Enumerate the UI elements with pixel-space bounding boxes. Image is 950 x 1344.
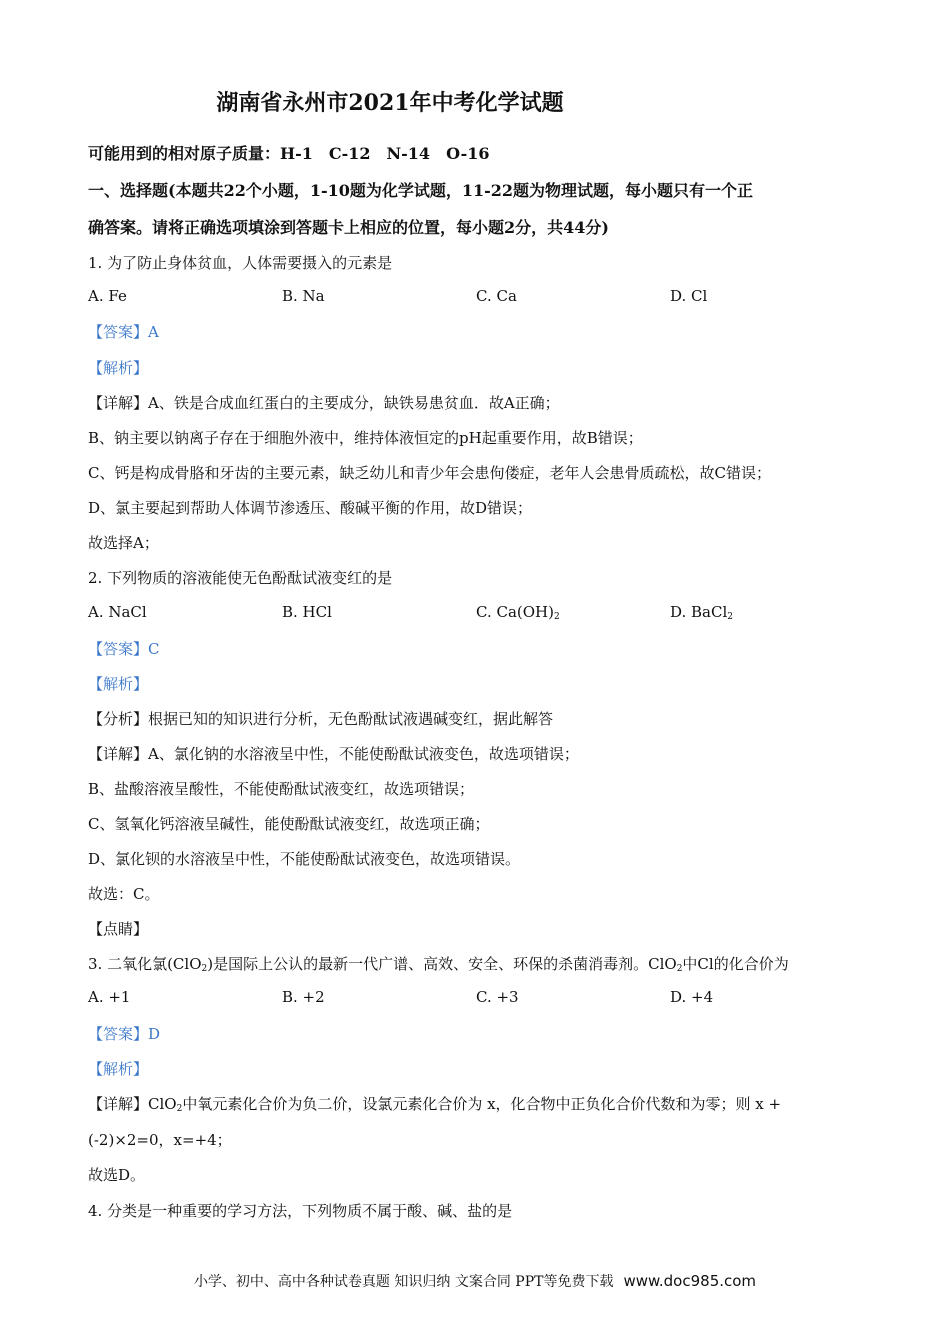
q3-detail-part: 【详解】ClO <box>88 1095 177 1113</box>
q2-option-d <box>670 603 733 622</box>
subscript: 2 <box>201 964 208 974</box>
q1-option-a: A. Fe <box>88 287 127 305</box>
page-title: 湖南省永州市2021年中考化学试题 <box>216 90 564 116</box>
subscript: 2 <box>176 1104 183 1114</box>
q3-stem-part: 3. 二氧化氯(ClO <box>88 955 202 973</box>
q3-option-a: A. +1 <box>88 988 131 1006</box>
q3-stem <box>88 953 789 974</box>
q3-conclusion: 故选D。 <box>88 1166 146 1184</box>
subscript: 2 <box>553 612 560 622</box>
q2-detail-line: 【分析】根据已知的知识进行分析，无色酚酞试液遇碱变红，据此解答 <box>88 710 554 728</box>
q3-option-b: B. +2 <box>282 988 325 1006</box>
q1-option-d: D. Cl <box>670 287 708 305</box>
q1-detail-line: C、钙是构成骨胳和牙齿的主要元素，缺乏幼儿和青少年会患佝偻症，老年人会患骨质疏松，故C错误； <box>88 464 771 482</box>
page-footer <box>0 1271 950 1291</box>
q3-option-d: D. +4 <box>670 988 714 1006</box>
q3-answer: 【答案】D <box>88 1025 161 1043</box>
q2-conclusion: 故选：C。 <box>88 885 160 903</box>
section-heading-line2: 确答案。请将正确选项填涂到答题卡上相应的位置，每小题2分，共44分) <box>88 218 609 237</box>
q3-detail-line <box>88 1093 781 1114</box>
q2-key-point-label: 【点睛】 <box>88 920 149 938</box>
q1-option-b: B. Na <box>282 287 325 305</box>
q4-stem: 4. 分类是一种重要的学习方法，下列物质不属于酸、碱、盐的是 <box>88 1202 513 1220</box>
q3-analysis-label: 【解析】 <box>88 1060 149 1078</box>
q3-stem-part: )是国际上公认的最新一代广谱、高效、安全、环保的杀菌消毒剂。ClO <box>207 955 677 973</box>
q1-detail-line: B、钠主要以钠离子存在于细胞外液中，维持体液恒定的pH起重要作用，故B错误； <box>88 429 643 447</box>
q2-option-d-text: D. BaCl <box>670 603 728 621</box>
q3-detail-part: 中氧元素化合价为负二价，设氯元素化合价为 x，化合物中正负化合价代数和为零；则 x + <box>182 1095 782 1113</box>
q2-answer: 【答案】C <box>88 640 160 658</box>
subscript: 2 <box>676 964 683 974</box>
q2-detail-line: B、盐酸溶液呈酸性，不能使酚酞试液变红，故选项错误； <box>88 780 475 798</box>
q2-option-b: B. HCl <box>282 603 332 621</box>
q1-detail-line: 【详解】A、铁是合成血红蛋白的主要成分，缺铁易患贫血．故A正确； <box>88 394 560 412</box>
q3-option-c: C. +3 <box>476 988 519 1006</box>
q2-option-a: A. NaCl <box>88 603 147 621</box>
q2-option-c-text: C. Ca(OH) <box>476 603 554 621</box>
q1-stem: 1. 为了防止身体贫血，人体需要摄入的元素是 <box>88 254 393 272</box>
q2-analysis-label: 【解析】 <box>88 675 149 693</box>
q2-stem: 2. 下列物质的溶液能使无色酚酞试液变红的是 <box>88 569 393 587</box>
q1-answer: 【答案】A <box>88 323 159 341</box>
q1-conclusion: 故选择A； <box>88 534 159 552</box>
q3-detail-line: (-2)×2=0，x=+4； <box>88 1131 232 1149</box>
q2-option-c <box>476 603 560 622</box>
q3-stem-part: 中Cl的化合价为 <box>682 955 789 973</box>
q2-detail-line: C、氢氧化钙溶液呈碱性，能使酚酞试液变红，故选项正确； <box>88 815 490 833</box>
subscript: 2 <box>727 612 734 622</box>
q2-detail-line: 【详解】A、氯化钠的水溶液呈中性，不能使酚酞试液变色，故选项错误； <box>88 745 579 763</box>
q1-detail-line: D、氯主要起到帮助人体调节渗透压、酸碱平衡的作用，故D错误； <box>88 499 533 517</box>
atomic-mass-line: 可能用到的相对原子质量：H-1 C-12 N-14 O-16 <box>88 144 490 163</box>
q1-option-c: C. Ca <box>476 287 517 305</box>
section-heading-line1: 一、选择题(本题共22个小题，1-10题为化学试题，11-22题为物理试题，每小题只有一个正 <box>88 181 754 200</box>
footer-url[interactable]: www.doc985.com <box>623 1272 757 1290</box>
footer-text: 小学、初中、高中各种试卷真题 知识归纳 文案合同 PPT等免费下载 <box>193 1274 614 1290</box>
q2-detail-line: D、氯化钡的水溶液呈中性，不能使酚酞试液变色，故选项错误。 <box>88 850 521 868</box>
q1-analysis-label: 【解析】 <box>88 359 149 377</box>
